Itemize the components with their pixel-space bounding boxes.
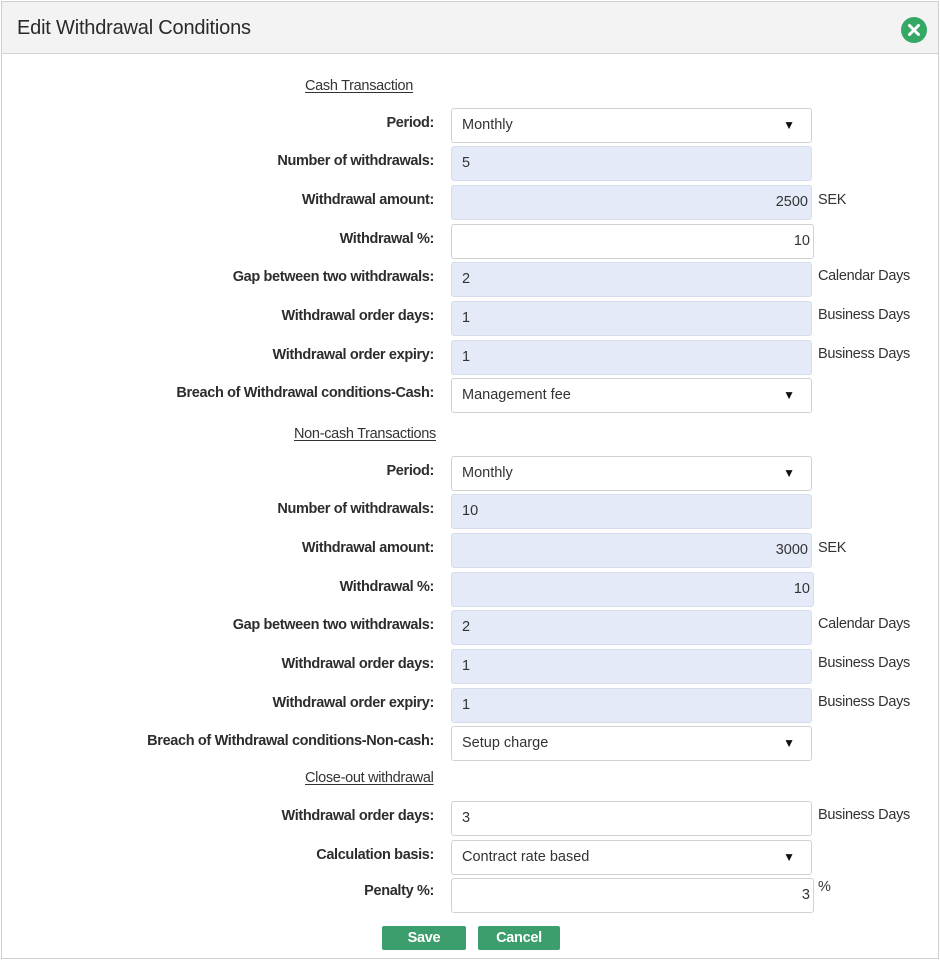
noncash-period-label: Period: xyxy=(386,463,434,479)
cash-order-expiry-unit: Business Days xyxy=(818,346,910,362)
noncash-breach-value: Setup charge xyxy=(462,735,549,751)
cash-breach-label: Breach of Withdrawal conditions-Cash: xyxy=(176,385,434,401)
noncash-breach-select[interactable] xyxy=(451,726,812,761)
cash-amount-label: Withdrawal amount: xyxy=(301,192,434,208)
closeout-penalty-label: Penalty %: xyxy=(364,883,434,899)
cash-amount-input[interactable]: 2500 xyxy=(451,185,812,220)
noncash-percent-input[interactable]: 10 xyxy=(451,572,814,607)
closeout-order-days-label: Withdrawal order days: xyxy=(281,808,434,824)
cash-breach-select[interactable] xyxy=(451,378,812,413)
noncash-num-withdrawals-input[interactable]: 10 xyxy=(451,494,812,529)
chevron-down-icon: ▼ xyxy=(783,118,795,132)
cash-period-label: Period: xyxy=(386,115,434,131)
cash-num-withdrawals-label: Number of withdrawals: xyxy=(277,153,434,169)
cash-order-expiry-label: Withdrawal order expiry: xyxy=(272,347,434,363)
noncash-gap-input[interactable]: 2 xyxy=(451,610,812,645)
close-icon[interactable] xyxy=(901,17,927,43)
cash-num-withdrawals-input[interactable]: 5 xyxy=(451,146,812,181)
noncash-amount-label: Withdrawal amount: xyxy=(301,540,434,556)
cash-order-days-unit: Business Days xyxy=(818,307,910,323)
dialog-title: Edit Withdrawal Conditions xyxy=(17,17,251,39)
cash-gap-input[interactable]: 2 xyxy=(451,262,812,297)
cash-percent-input[interactable]: 10 xyxy=(451,224,814,259)
cash-gap-label: Gap between two withdrawals: xyxy=(232,269,434,285)
noncash-breach-label: Breach of Withdrawal conditions-Non-cash: xyxy=(147,733,434,749)
cancel-button[interactable]: Cancel xyxy=(478,926,560,950)
noncash-order-expiry-label: Withdrawal order expiry: xyxy=(272,695,434,711)
cash-percent-label: Withdrawal %: xyxy=(339,231,434,247)
closeout-calc-basis-select[interactable] xyxy=(451,840,812,875)
cash-period-select[interactable] xyxy=(451,108,812,143)
closeout-calc-basis-label: Calculation basis: xyxy=(316,847,434,863)
noncash-order-days-unit: Business Days xyxy=(818,655,910,671)
closeout-order-days-unit: Business Days xyxy=(818,807,910,823)
cash-order-expiry-input[interactable]: 1 xyxy=(451,340,812,375)
noncash-order-expiry-input[interactable]: 1 xyxy=(451,688,812,723)
section-cash-transaction[interactable]: Cash Transaction xyxy=(305,78,414,94)
cash-order-days-input[interactable]: 1 xyxy=(451,301,812,336)
cash-amount-unit: SEK xyxy=(818,192,847,208)
noncash-period-select[interactable] xyxy=(451,456,812,491)
dialog-titlebar xyxy=(2,2,938,54)
chevron-down-icon: ▼ xyxy=(783,466,795,480)
closeout-calc-basis-value: Contract rate based xyxy=(462,849,590,865)
noncash-amount-unit: SEK xyxy=(818,540,847,556)
edit-withdrawal-dialog xyxy=(1,1,939,959)
noncash-gap-unit: Calendar Days xyxy=(818,616,911,632)
chevron-down-icon: ▼ xyxy=(783,736,795,750)
closeout-order-days-input[interactable]: 3 xyxy=(451,801,812,836)
closeout-penalty-unit: % xyxy=(818,879,831,895)
noncash-order-expiry-unit: Business Days xyxy=(818,694,910,710)
noncash-order-days-input[interactable]: 1 xyxy=(451,649,812,684)
cash-breach-value: Management fee xyxy=(462,387,571,403)
noncash-num-withdrawals-label: Number of withdrawals: xyxy=(277,501,434,517)
cash-period-value: Monthly xyxy=(462,117,513,133)
noncash-order-days-label: Withdrawal order days: xyxy=(281,656,434,672)
closeout-penalty-input[interactable]: 3 xyxy=(451,878,814,913)
section-closeout-withdrawal[interactable]: Close-out withdrawal xyxy=(305,770,434,786)
save-button[interactable]: Save xyxy=(382,926,466,950)
noncash-amount-input[interactable]: 3000 xyxy=(451,533,812,568)
noncash-gap-label: Gap between two withdrawals: xyxy=(232,617,434,633)
cash-gap-unit: Calendar Days xyxy=(818,268,911,284)
noncash-period-value: Monthly xyxy=(462,465,513,481)
cash-order-days-label: Withdrawal order days: xyxy=(281,308,434,324)
chevron-down-icon: ▼ xyxy=(783,388,795,402)
noncash-percent-label: Withdrawal %: xyxy=(339,579,434,595)
section-noncash-transactions[interactable]: Non-cash Transactions xyxy=(294,426,436,442)
chevron-down-icon: ▼ xyxy=(783,850,795,864)
